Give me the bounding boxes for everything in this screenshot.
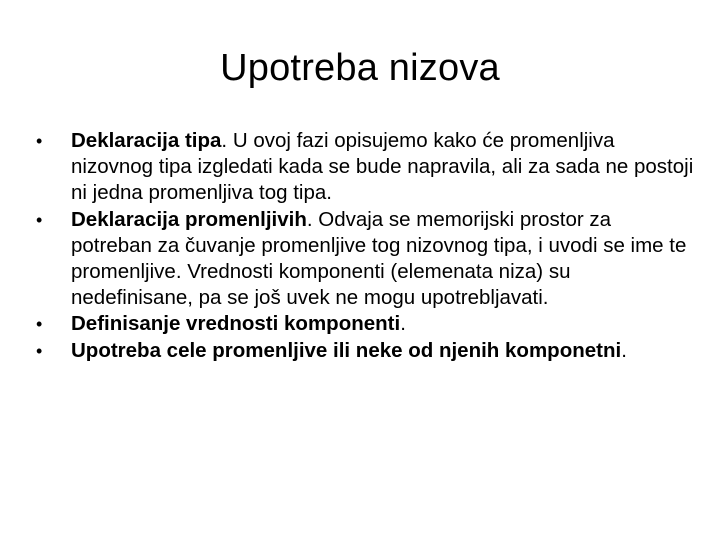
- bullet-dot-icon: •: [36, 131, 43, 151]
- bullet-item-variable-declaration: [36, 207, 696, 312]
- bullet-term: Deklaracija promenljivih: [71, 207, 307, 231]
- bullet-dot-icon: •: [36, 340, 43, 361]
- bullet-item-component-definition: [36, 311, 696, 337]
- bullet-dot-icon: •: [36, 209, 43, 230]
- bullet-term: Upotreba cele promenljive ili neke od njenih komponetni: [71, 338, 622, 362]
- bullet-term: Deklaracija tipa: [71, 129, 222, 152]
- bullet-item-variable-usage: [36, 338, 696, 364]
- bullet-item-type-declaration: [36, 128, 696, 207]
- bullet-text: . Odvaja se memorijski prostor za potreban za čuvanje promenljive tog nizovnog tipa, i uvodi se ime te promenljive. Vrednosti komponenti (elemenata niza) su nedefinisane, pa se još uvek ne mogu upotrebljavati.: [71, 207, 687, 310]
- bullet-term: Definisanje vrednosti komponenti: [71, 312, 401, 336]
- bullet-list: [36, 128, 696, 364]
- bullet-text: .: [400, 312, 406, 336]
- bullet-dot-icon: •: [36, 314, 43, 335]
- bullet-text: .: [621, 338, 627, 362]
- bullet-text: . U ovoj fazi opisujemo kako će promenljiva nizovnog tipa izgledati kada se bude napravila, ali za sada ne postoji ni jedna promenljiva tog tipa.: [71, 129, 694, 205]
- slide-title: Upotreba nizova: [220, 47, 500, 89]
